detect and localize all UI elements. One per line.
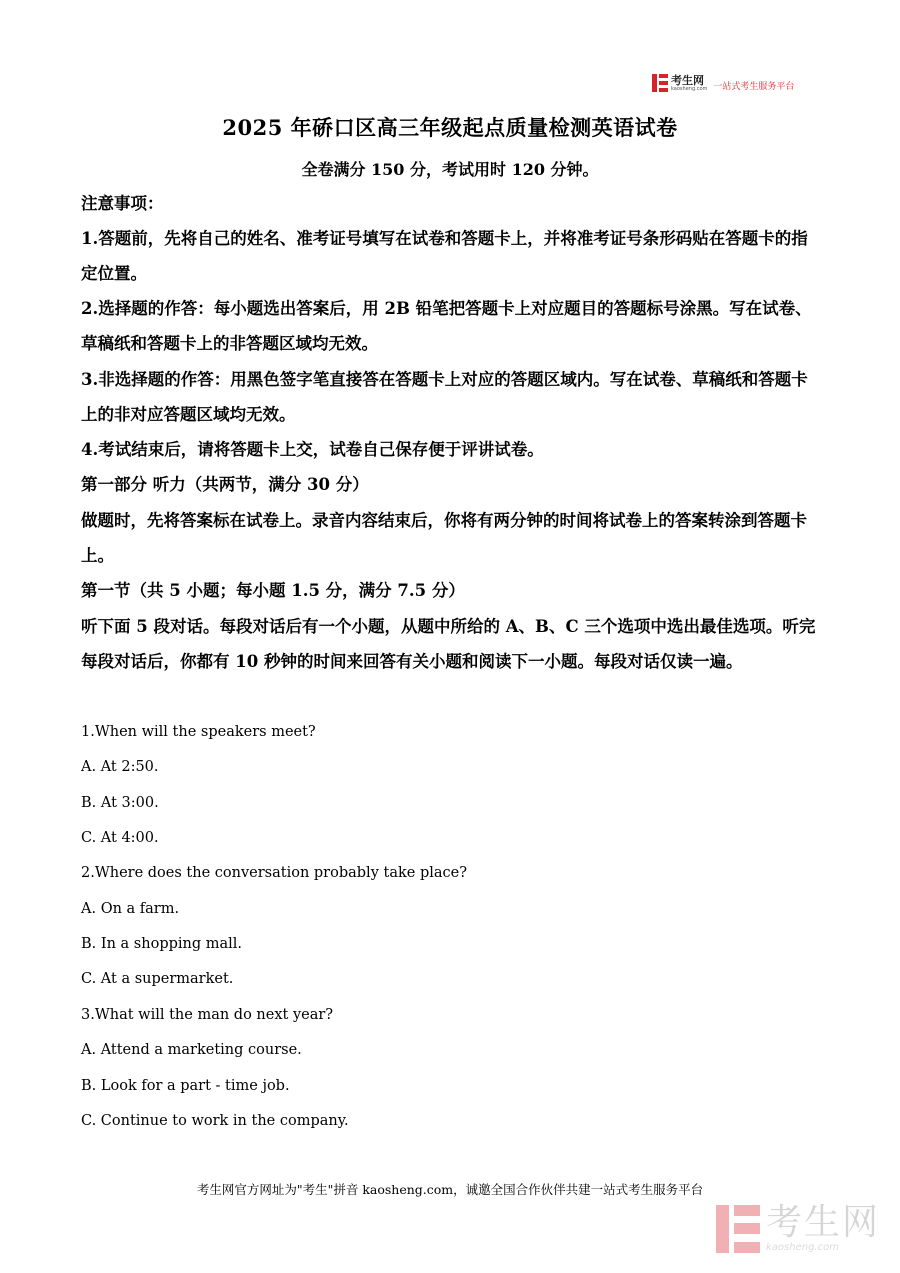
notes-item-2: 2.选择题的作答：每小题选出答案后，用 2B 铅笔把答题卡上对应题目的答题标号涂黑。写在试卷、草稿纸和答题卡上的非答题区域均无效。: [81, 299, 812, 353]
page-footer: 考生网官方网址为"考生"拼音 kaosheng.com，诚邀全国合作伙伴共建一站式考生服务平台: [196, 1182, 704, 1197]
question-3-option-a: A. Attend a marketing course.: [81, 1042, 302, 1058]
part1-instruction: 做题时，先将答案标在试卷上。录音内容结束后，你将有两分钟的时间将试卷上的答案转涂到答题卡上。: [81, 511, 807, 565]
question-2-option-c: C. At a supermarket.: [81, 971, 234, 987]
watermark-logo: [716, 1202, 881, 1253]
header-logo-domain: kaosheng.com: [671, 85, 708, 92]
question-3-option-c: C. Continue to work in the company.: [81, 1113, 349, 1129]
kaosheng-watermark-icon: [716, 1205, 760, 1253]
question-1-option-a: A. At 2:50.: [81, 759, 159, 775]
notes-item-1: 1.答题前，先将自己的姓名、准考证号填写在试卷和答题卡上，并将准考证号条形码贴在答题卡的指定位置。: [81, 229, 808, 283]
header-logo: [652, 74, 794, 92]
question-3-option-b: B. Look for a part - time job.: [81, 1078, 290, 1094]
kaosheng-logo-icon: [652, 74, 668, 92]
question-2-stem: 2.Where does the conversation probably take place?: [81, 865, 467, 881]
question-1-option-b: B. At 3:00.: [81, 795, 159, 811]
question-2-option-a: A. On a farm.: [81, 901, 180, 917]
question-1-stem: 1.When will the speakers meet?: [81, 724, 316, 740]
header-logo-slogan: 一站式考生服务平台: [713, 81, 795, 92]
question-1-option-c: C. At 4:00.: [81, 830, 159, 846]
section1-instruction: 听下面 5 段对话。每段对话后有一个小题，从题中所给的 A、B、C 三个选项中选出最佳选项。听完每段对话后，你都有 10 秒钟的时间来回答有关小题和阅读下一小题。每段对话仅读一遍。: [81, 617, 816, 671]
notes-item-4: 4.考试结束后，请将答题卡上交，试卷自己保存便于评讲试卷。: [81, 440, 544, 459]
part1-heading: 第一部分 听力（共两节，满分 30 分）: [81, 475, 369, 494]
watermark-name: 考生网: [766, 1202, 881, 1243]
header-logo-name: 考生网: [671, 73, 704, 87]
notes-item-3: 3.非选择题的作答：用黑色签字笔直接答在答题卡上对应的答题区域内。写在试卷、草稿纸和答题卡上的非对应答题区域均无效。: [81, 370, 808, 424]
exam-subtitle: 全卷满分 150 分，考试用时 120 分钟。: [301, 160, 599, 179]
question-3-stem: 3.What will the man do next year?: [81, 1007, 334, 1023]
notes-heading: 注意事项：: [81, 194, 164, 213]
exam-title: 2025 年硚口区高三年级起点质量检测英语试卷: [222, 115, 678, 140]
section1-heading: 第一节（共 5 小题；每小题 1.5 分，满分 7.5 分）: [81, 581, 465, 600]
question-2-option-b: B. In a shopping mall.: [81, 936, 243, 952]
watermark-domain: kaosheng.com: [766, 1242, 839, 1253]
